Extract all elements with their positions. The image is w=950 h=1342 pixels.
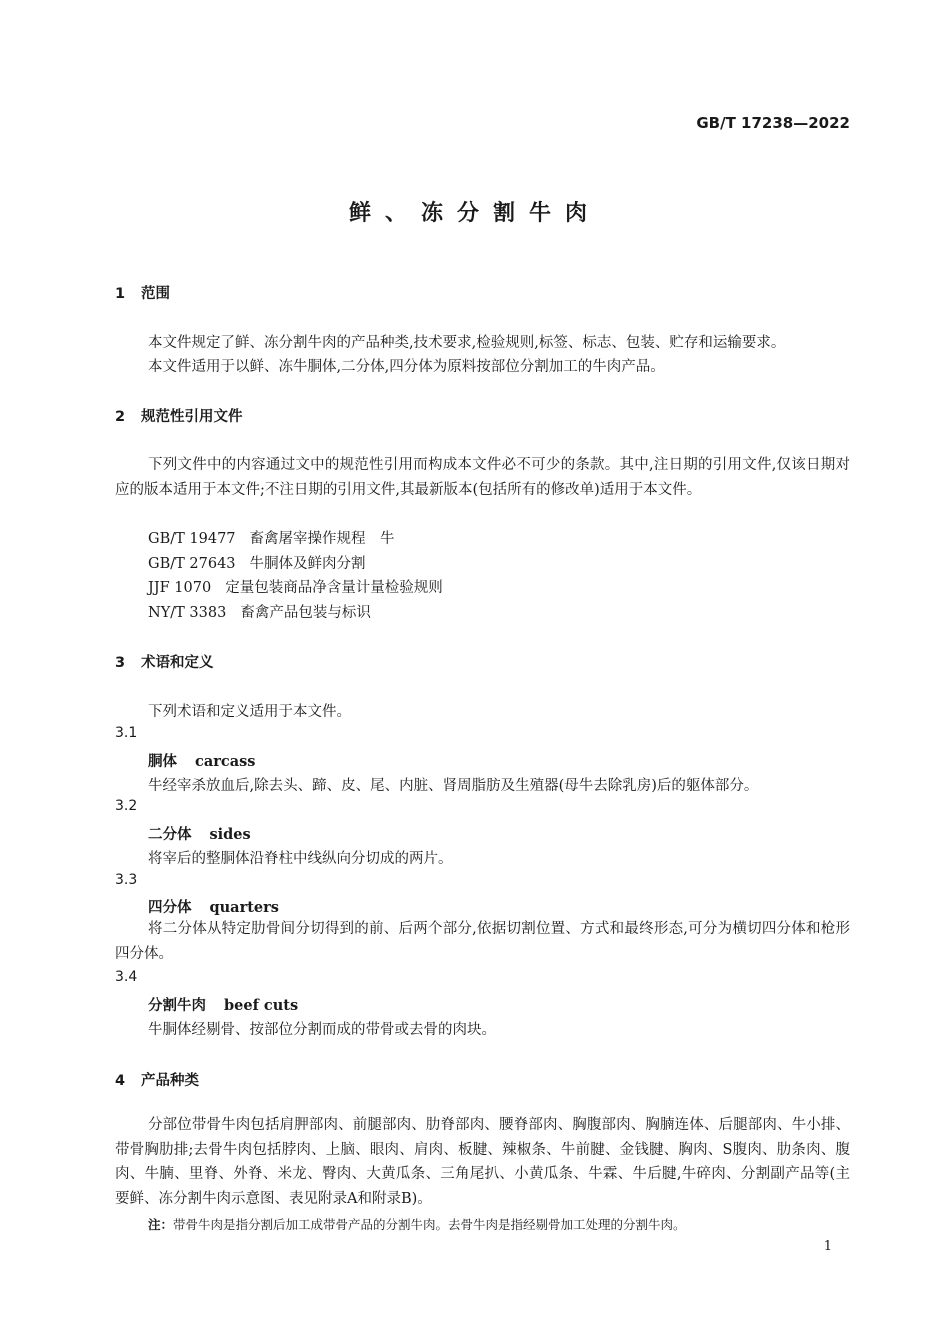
paragraph: 本文件适用于以鲜、冻牛胴体,二分体,四分体为原料按部位分割加工的牛肉产品。	[148, 359, 665, 375]
term-en: quarters	[209, 899, 279, 916]
term-zh: 分割牛肉	[148, 998, 206, 1014]
section-number: 4	[115, 1073, 126, 1089]
reference-code: JJF 1070	[148, 580, 212, 596]
note-label: 注：	[148, 1217, 174, 1232]
section-title: 术语和定义	[141, 655, 214, 671]
term-heading	[148, 896, 279, 917]
reference-item	[148, 576, 443, 597]
term-heading	[148, 750, 255, 771]
term-definition: 将宰后的整胴体沿脊柱中线纵向分切成的两片。	[148, 851, 453, 867]
reference-title: 畜禽产品包装与标识	[240, 605, 371, 621]
section-number: 2	[115, 409, 126, 425]
reference-title: 牛胴体及鲜肉分割	[249, 556, 366, 572]
section-title: 范围	[141, 286, 170, 302]
reference-code: GB/T 27643	[148, 556, 236, 572]
page-number: 1	[823, 1239, 832, 1254]
section-title: 产品种类	[141, 1073, 199, 1089]
paragraph: 下列文件中的内容通过文中的规范性引用而构成本文件必不可少的条款。其中,注日期的引用文件,仅该日期对应的版本适用于本文件;不注日期的引用文件,其最新版本(包括所有的修改单)适用于本文件。	[115, 457, 850, 498]
standard-number: GB/T 17238—2022	[696, 114, 850, 132]
reference-item	[148, 601, 371, 622]
reference-code: GB/T 19477	[148, 531, 236, 547]
paragraph: 下列术语和定义适用于本文件。	[148, 704, 351, 720]
section-1-heading	[115, 282, 170, 303]
reference-item	[148, 527, 395, 548]
term-number: 3.4	[115, 969, 138, 985]
paragraph: 本文件规定了鲜、冻分割牛肉的产品种类,技术要求,检验规则,标签、标志、包装、贮存和运输要求。	[148, 335, 786, 351]
term-heading	[148, 994, 298, 1015]
reference-code: NY/T 3383	[148, 605, 227, 621]
section-title: 规范性引用文件	[141, 409, 243, 425]
section-4-heading	[115, 1069, 199, 1090]
term-zh: 胴体	[148, 754, 177, 770]
note	[148, 1215, 686, 1233]
term-zh: 二分体	[148, 827, 192, 843]
section-number: 1	[115, 286, 126, 302]
reference-title: 定量包装商品净含量计量检验规则	[225, 580, 443, 596]
term-definition: 牛经宰杀放血后,除去头、蹄、皮、尾、内脏、肾周脂肪及生殖器(母牛去除乳房)后的躯体部分。	[148, 778, 759, 794]
term-heading	[148, 823, 251, 844]
term-number: 3.3	[115, 872, 138, 888]
section-3-heading	[115, 651, 214, 672]
paragraph: 分部位带骨牛肉包括肩胛部肉、前腿部肉、肋脊部肉、腰脊部肉、胸腹部肉、胸腩连体、后腿部肉、牛小排、带骨胸肋排;去骨牛肉包括脖肉、上脑、眼肉、肩肉、板腱、辣椒条、牛前腱、金钱腱、胸肉、S腹肉、肋条肉、腹肉、牛腩、里脊、外脊、米龙、臀肉、大黄瓜条、三角尾扒、小黄瓜条、牛霖、牛后腱,牛碎肉、分割副产品等(主要鲜、冻分割牛肉示意图、表见附录A和附录B)。	[115, 1117, 850, 1207]
term-en: carcass	[195, 753, 256, 770]
term-definition: 牛胴体经剔骨、按部位分割而成的带骨或去骨的肉块。	[148, 1022, 496, 1038]
term-en: beef cuts	[224, 997, 299, 1014]
note-text: 带骨牛肉是指分割后加工成带骨产品的分割牛肉。去骨牛肉是指经剔骨加工处理的分割牛肉。	[173, 1217, 686, 1232]
reference-title: 畜禽屠宰操作规程 牛	[249, 531, 395, 547]
term-definition: 将二分体从特定肋骨间分切得到的前、后两个部分,依据切割位置、方式和最终形态,可分为横切四分体和枪形四分体。	[115, 921, 850, 962]
document-title: 鲜、冻分割牛肉	[348, 201, 601, 226]
term-zh: 四分体	[148, 900, 192, 916]
term-number: 3.1	[115, 725, 138, 741]
section-number: 3	[115, 655, 126, 671]
section-2-heading	[115, 405, 243, 426]
term-en: sides	[209, 826, 251, 843]
term-number: 3.2	[115, 798, 138, 814]
reference-item	[148, 552, 366, 573]
